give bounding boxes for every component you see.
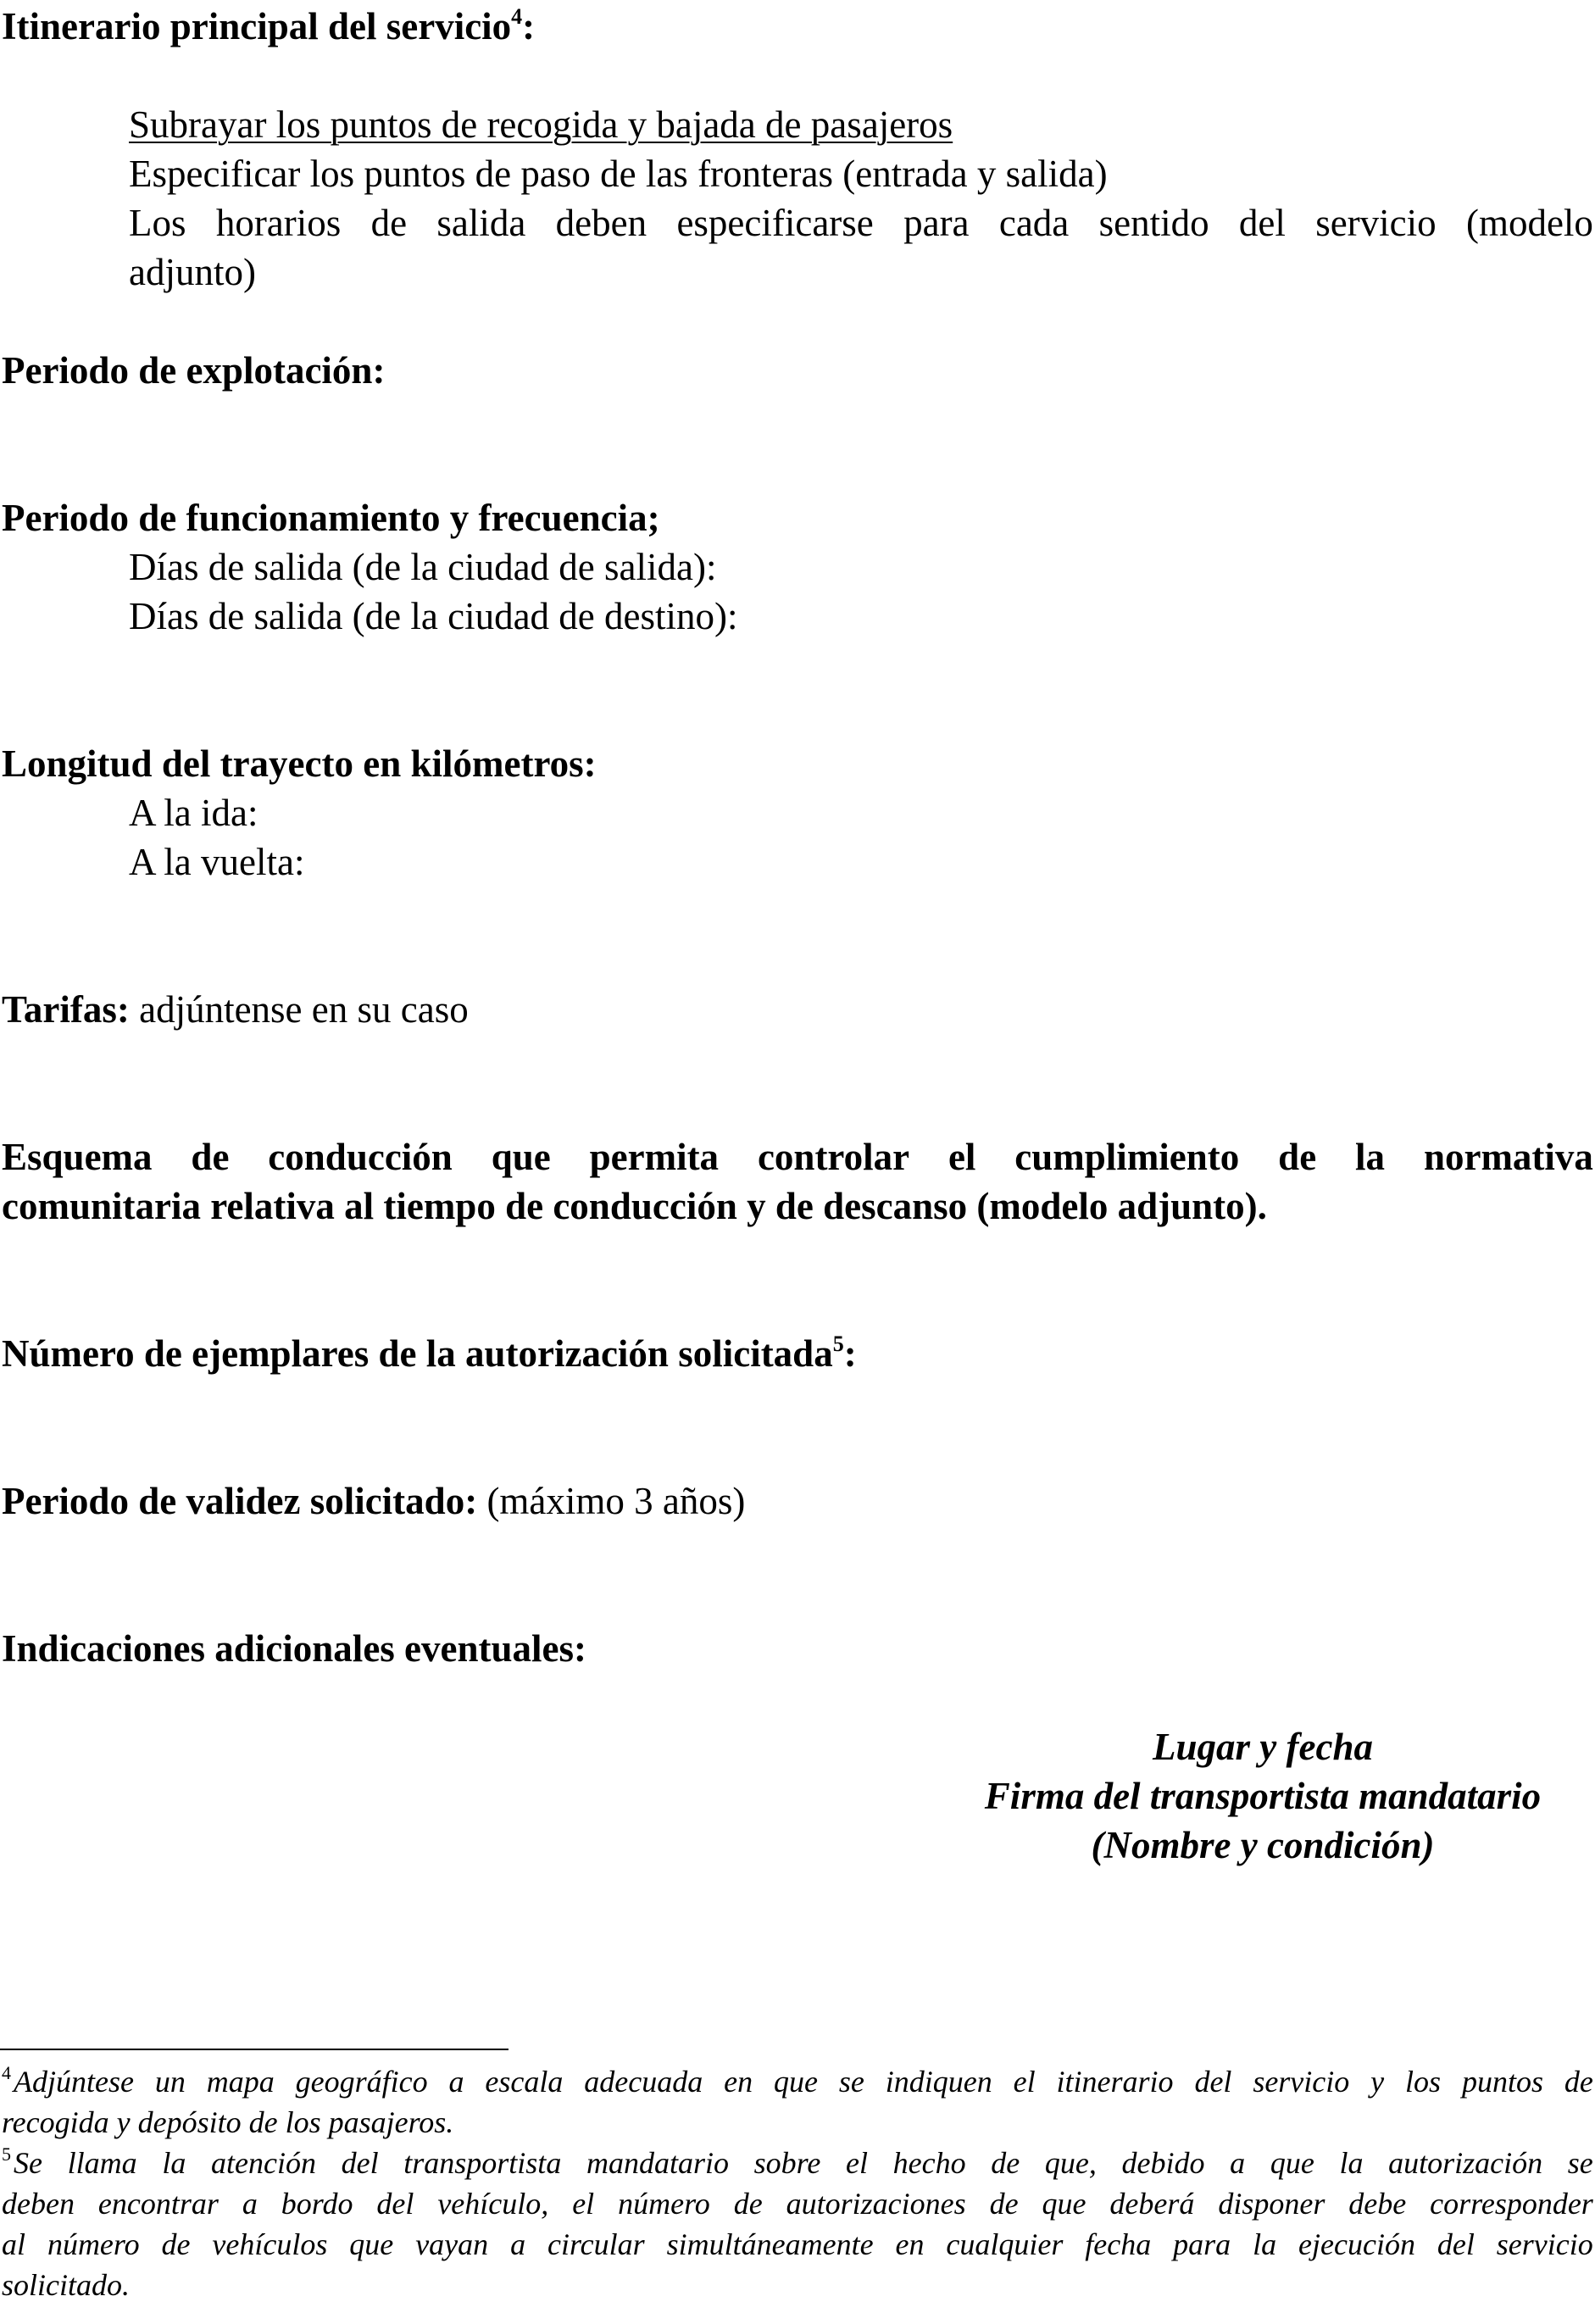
word: del — [341, 2146, 379, 2180]
word: transportista — [403, 2146, 562, 2180]
itinerary-line-2: Especificar los puntos de paso de las fronteras (entrada y salida) — [129, 153, 1108, 195]
word: del — [376, 2187, 414, 2221]
word: ejecución — [1298, 2227, 1415, 2261]
word: a — [242, 2187, 258, 2221]
place-date-label: Lugar y fecha — [1153, 1726, 1373, 1768]
word: la — [162, 2146, 186, 2180]
word: para — [1173, 2227, 1231, 2261]
word: permita — [589, 1136, 720, 1178]
word: un — [154, 2065, 186, 2099]
word: horarios — [215, 202, 342, 244]
word: (modelo — [1465, 202, 1593, 244]
itinerary-line-4: adjunto) — [129, 251, 256, 293]
word: servicio — [1315, 202, 1437, 244]
copies-heading — [2, 1329, 857, 1378]
word: vehículos — [212, 2227, 328, 2261]
word: el — [845, 2146, 868, 2180]
word: itinerario — [1056, 2065, 1174, 2099]
word: del — [1437, 2227, 1475, 2261]
driving-scheme-line-1 — [2, 1132, 1593, 1181]
word: Esquema — [2, 1136, 153, 1178]
footnote-5-first — [2, 2143, 42, 2183]
word: de — [1564, 2065, 1593, 2099]
word: vayan — [415, 2227, 489, 2261]
word: normativa — [1423, 1136, 1593, 1178]
footnote-ref-4[interactable]: 4 — [511, 4, 523, 29]
itinerary-heading — [2, 2, 535, 51]
footnote-5-first-word: Se — [14, 2146, 42, 2180]
word: deben — [2, 2187, 75, 2221]
word: vehículo, — [437, 2187, 549, 2221]
word: disponer — [1218, 2187, 1325, 2221]
word: el — [948, 1136, 976, 1178]
word: que — [774, 2065, 818, 2099]
word: especificarse — [676, 202, 874, 244]
word: indiquen — [885, 2065, 992, 2099]
word: simultáneamente — [666, 2227, 874, 2261]
length-outbound: A la ida: — [129, 792, 258, 834]
word: número — [47, 2227, 140, 2261]
footnote-4-marker: 4 — [2, 2062, 11, 2083]
word: la — [1253, 2227, 1277, 2261]
footnote-5-line-4: solicitado. — [2, 2268, 130, 2302]
word: a — [1230, 2146, 1246, 2180]
frequency-line-1: Días de salida (de la ciudad de salida): — [129, 546, 717, 588]
word: geográfico — [295, 2065, 428, 2099]
word: a — [510, 2227, 526, 2261]
length-heading: Longitud del trayecto en kilómetros: — [2, 742, 597, 785]
word: que — [1270, 2146, 1314, 2180]
name-condition-label: (Nombre y condición) — [1091, 1824, 1435, 1866]
word: que — [1042, 2187, 1086, 2221]
frequency-line-2: Días de salida (de la ciudad de destino): — [129, 595, 738, 637]
footnote-4-first — [2, 2061, 134, 2102]
word: la — [1339, 2146, 1364, 2180]
word: servicio — [1496, 2227, 1593, 2261]
word: llama — [67, 2146, 137, 2180]
length-return: A la vuelta: — [129, 841, 305, 883]
word: sentido — [1098, 202, 1209, 244]
footnote-5-line-3 — [2, 2224, 1593, 2265]
word: de — [989, 2187, 1019, 2221]
word: bordo — [281, 2187, 353, 2221]
word: los — [1405, 2065, 1442, 2099]
word: autorizaciones — [786, 2187, 966, 2221]
word: que — [349, 2227, 394, 2261]
footnote-4-line-2: recogida y depósito de los pasajeros. — [2, 2105, 454, 2139]
word: servicio — [1253, 2065, 1350, 2099]
footnote-4-first-word: Adjúntese — [14, 2065, 134, 2099]
word: debido — [1121, 2146, 1205, 2180]
operation-period-heading: Periodo de explotación: — [2, 349, 386, 392]
word: de — [370, 202, 408, 244]
validity-title: Periodo de validez solicitado: — [2, 1480, 478, 1522]
validity-line — [2, 1476, 745, 1526]
word: a — [448, 2065, 464, 2099]
word: autorización — [1388, 2146, 1543, 2180]
footnote-4-line-1 — [2, 2061, 1593, 2102]
word: puntos — [1461, 2065, 1543, 2099]
validity-text: (máximo 3 años) — [477, 1480, 746, 1522]
word: de — [991, 2146, 1020, 2180]
itinerary-line-3 — [129, 198, 1593, 247]
copies-title: Número de ejemplares de la autorización solicitada — [2, 1332, 833, 1375]
word: deberá — [1109, 2187, 1195, 2221]
word: al — [2, 2227, 26, 2261]
footnote-5-line-2 — [2, 2183, 1593, 2224]
word: la — [1355, 1136, 1386, 1178]
driving-scheme-line-2: comunitaria relativa al tiempo de conducción y de descanso (modelo adjunto). — [2, 1185, 1267, 1227]
footnote-5-line-1 — [2, 2143, 1593, 2183]
word: adecuada — [584, 2065, 703, 2099]
frequency-heading: Periodo de funcionamiento y frecuencia; — [2, 497, 660, 539]
word: del — [1238, 202, 1286, 244]
word: del — [1194, 2065, 1232, 2099]
word: corresponder — [1430, 2187, 1593, 2221]
word: el — [572, 2187, 595, 2221]
word: se — [1567, 2146, 1593, 2180]
word: cada — [998, 202, 1070, 244]
word: conducción — [268, 1136, 453, 1178]
fares-title: Tarifas: — [2, 988, 130, 1031]
word: se — [838, 2065, 864, 2099]
signature-label: Firma del transportista mandatario — [984, 1775, 1542, 1817]
word: cualquier — [946, 2227, 1064, 2261]
additional-heading: Indicaciones adicionales eventuales: — [2, 1627, 587, 1670]
word: atención — [211, 2146, 316, 2180]
itinerary-colon: : — [522, 5, 536, 47]
word: y — [1370, 2065, 1385, 2099]
word: Los — [129, 202, 186, 244]
word: sobre — [753, 2146, 821, 2180]
word: fecha — [1085, 2227, 1152, 2261]
word: en — [724, 2065, 753, 2099]
word: en — [895, 2227, 925, 2261]
word: de — [161, 2227, 191, 2261]
itinerary-line-1: Subrayar los puntos de recogida y bajada de pasajeros — [129, 103, 953, 146]
word: el — [1013, 2065, 1036, 2099]
word: para — [903, 202, 970, 244]
word: que — [491, 1136, 551, 1178]
footnote-ref-5[interactable]: 5 — [832, 1332, 844, 1356]
word: encontrar — [97, 2187, 219, 2221]
word: mapa — [206, 2065, 275, 2099]
word: escala — [485, 2065, 564, 2099]
word: circular — [547, 2227, 645, 2261]
word: deben — [555, 202, 647, 244]
word: de — [733, 2187, 763, 2221]
footnote-5-marker: 5 — [2, 2143, 11, 2165]
footnote-separator — [0, 2049, 509, 2050]
word: número — [618, 2187, 710, 2221]
word: mandatario — [586, 2146, 729, 2180]
word: controlar — [757, 1136, 910, 1178]
copies-colon: : — [843, 1332, 857, 1375]
word: que, — [1044, 2146, 1097, 2180]
word: hecho — [892, 2146, 966, 2180]
word: de — [191, 1136, 230, 1178]
fares-text: adjúntense en su caso — [129, 988, 469, 1031]
word: cumplimiento — [1014, 1136, 1240, 1178]
itinerary-title: Itinerario principal del servicio — [2, 5, 512, 47]
word: debe — [1348, 2187, 1407, 2221]
word: salida — [436, 202, 526, 244]
fares-line — [2, 985, 469, 1034]
word: de — [1278, 1136, 1317, 1178]
